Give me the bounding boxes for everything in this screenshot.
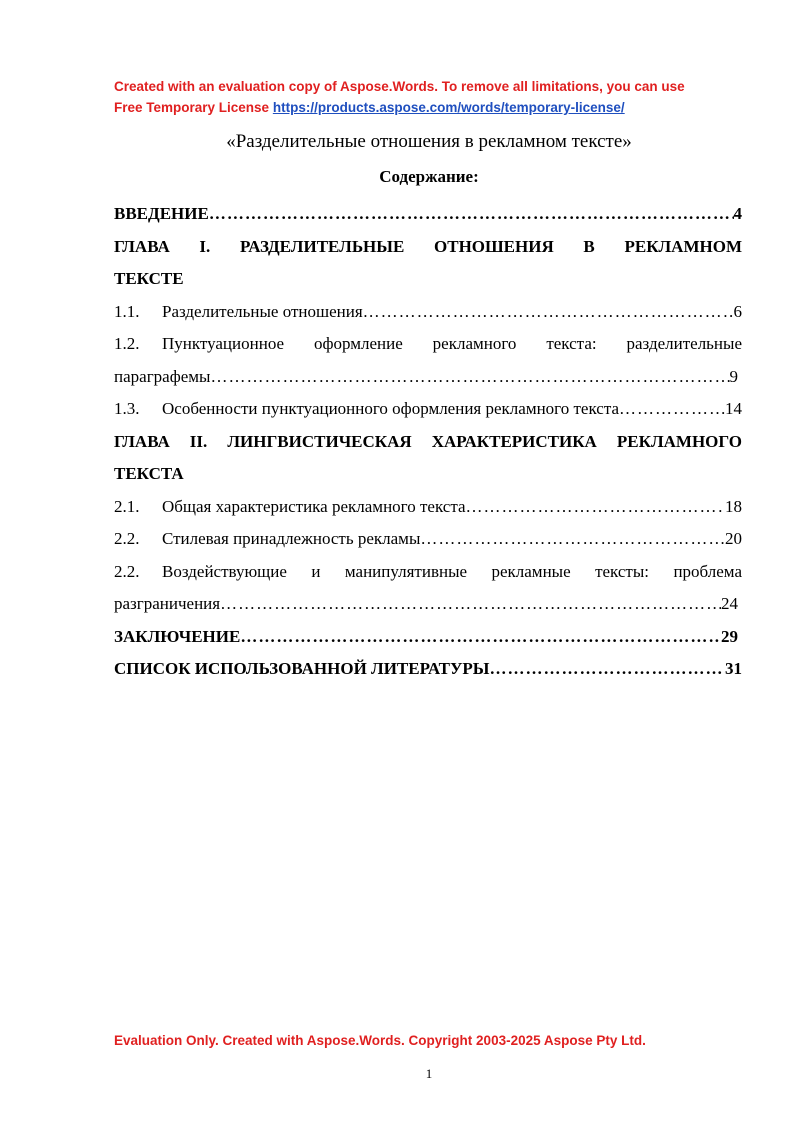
toc-entry-label-line2: параграфемы [114, 366, 211, 386]
toc-entry-label: СПИСОК ИСПОЛЬЗОВАННОЙ ЛИТЕРАТУРЫ [114, 659, 490, 678]
temporary-license-label: Free Temporary License [114, 100, 270, 115]
toc-entry-label-line2: ТЕКСТА [114, 464, 184, 483]
toc-entry-number: 2.2. [114, 529, 140, 548]
toc-entry-label-line1: Пунктуационное оформление рекламного текста: разделительные [162, 334, 742, 353]
toc-entry-section-1-2[interactable] [114, 328, 742, 393]
toc-entry-section-1-3[interactable] [114, 393, 742, 426]
evaluation-notice-footer: Evaluation Only. Created with Aspose.Words. Copyright 2003-2025 Aspose Pty Ltd. [114, 1033, 646, 1048]
toc-entry-conclusion[interactable] [114, 621, 738, 654]
toc-entry-references[interactable] [114, 653, 742, 686]
toc-entry-page: 4 [733, 204, 742, 223]
document-title: «Разделительные отношения в рекламном тексте» [226, 131, 632, 152]
toc-entry-page: 20 [725, 529, 742, 548]
toc-entry-label-line1: ГЛАВА I. РАЗДЕЛИТЕЛЬНЫЕ ОТНОШЕНИЯ В РЕКЛАМНОМ [114, 236, 742, 256]
toc-entry-label-line2: ТЕКСТЕ [114, 269, 184, 288]
toc-entry-introduction[interactable] [114, 198, 742, 231]
toc-entry-page: 6 [733, 301, 742, 321]
toc-entry-page: 18 [725, 496, 742, 516]
toc-leader-dots [220, 588, 721, 621]
toc-entry-page: 31 [725, 659, 742, 678]
toc-leader-dots [420, 523, 725, 556]
toc-leader-dots [210, 361, 729, 394]
toc-entry-label: Стилевая принадлежность рекламы [162, 529, 421, 548]
toc-entry-number: 1.2. [114, 334, 140, 353]
evaluation-notice-header [114, 76, 754, 118]
toc-entry-page: 9 [729, 366, 738, 386]
toc-entry-page: 14 [725, 399, 742, 418]
toc-entry-number: 2.2. [114, 561, 140, 581]
toc-entry-number: 1.3. [114, 399, 140, 418]
toc-entry-label: Общая характеристика рекламного текста [162, 496, 466, 516]
toc-leader-dots [490, 653, 726, 686]
toc-entry-label: Разделительные отношения [162, 301, 363, 321]
evaluation-notice-line1: Created with an evaluation copy of Aspose.Words. To remove all limitations, you can use [114, 79, 685, 94]
toc-leader-dots [466, 491, 725, 524]
page-number: 1 [425, 1066, 433, 1081]
toc-leader-dots [240, 621, 721, 654]
toc-entry-label-line1: Воздействующие и манипулятивные рекламные тексты: проблема [162, 561, 742, 581]
toc-entry-page: 24 [721, 594, 738, 613]
toc-entry-label: Особенности пунктуационного оформления рекламного текста [162, 399, 620, 418]
toc-entry-section-2-3[interactable] [114, 556, 742, 621]
toc-entry-page: 29 [721, 626, 738, 646]
toc-entry-section-2-2[interactable] [114, 523, 742, 556]
toc-leader-dots [209, 198, 734, 231]
evaluation-notice-line2 [114, 97, 754, 118]
toc-entry-label-line2: разграничения [114, 594, 221, 613]
toc-leader-dots [363, 296, 734, 329]
toc-leader-dots [619, 393, 725, 426]
toc-heading: Содержание: [379, 167, 479, 186]
table-of-contents [114, 198, 742, 686]
toc-entry-label: ЗАКЛЮЧЕНИЕ [114, 626, 241, 646]
toc-entry-section-2-1[interactable] [114, 491, 742, 524]
toc-entry-chapter-2[interactable] [114, 426, 742, 491]
toc-entry-label-line1: ГЛАВА II. ЛИНГВИСТИЧЕСКАЯ ХАРАКТЕРИСТИКА РЕКЛАМНОГО [114, 431, 742, 451]
temporary-license-link[interactable]: https://products.aspose.com/words/temporary-license/ [272, 100, 625, 115]
toc-entry-number: 1.1. [114, 301, 140, 321]
toc-entry-section-1-1[interactable] [114, 296, 742, 329]
toc-entry-number: 2.1. [114, 496, 140, 516]
toc-entry-chapter-1[interactable] [114, 231, 742, 296]
toc-entry-label: ВВЕДЕНИЕ [114, 204, 209, 223]
